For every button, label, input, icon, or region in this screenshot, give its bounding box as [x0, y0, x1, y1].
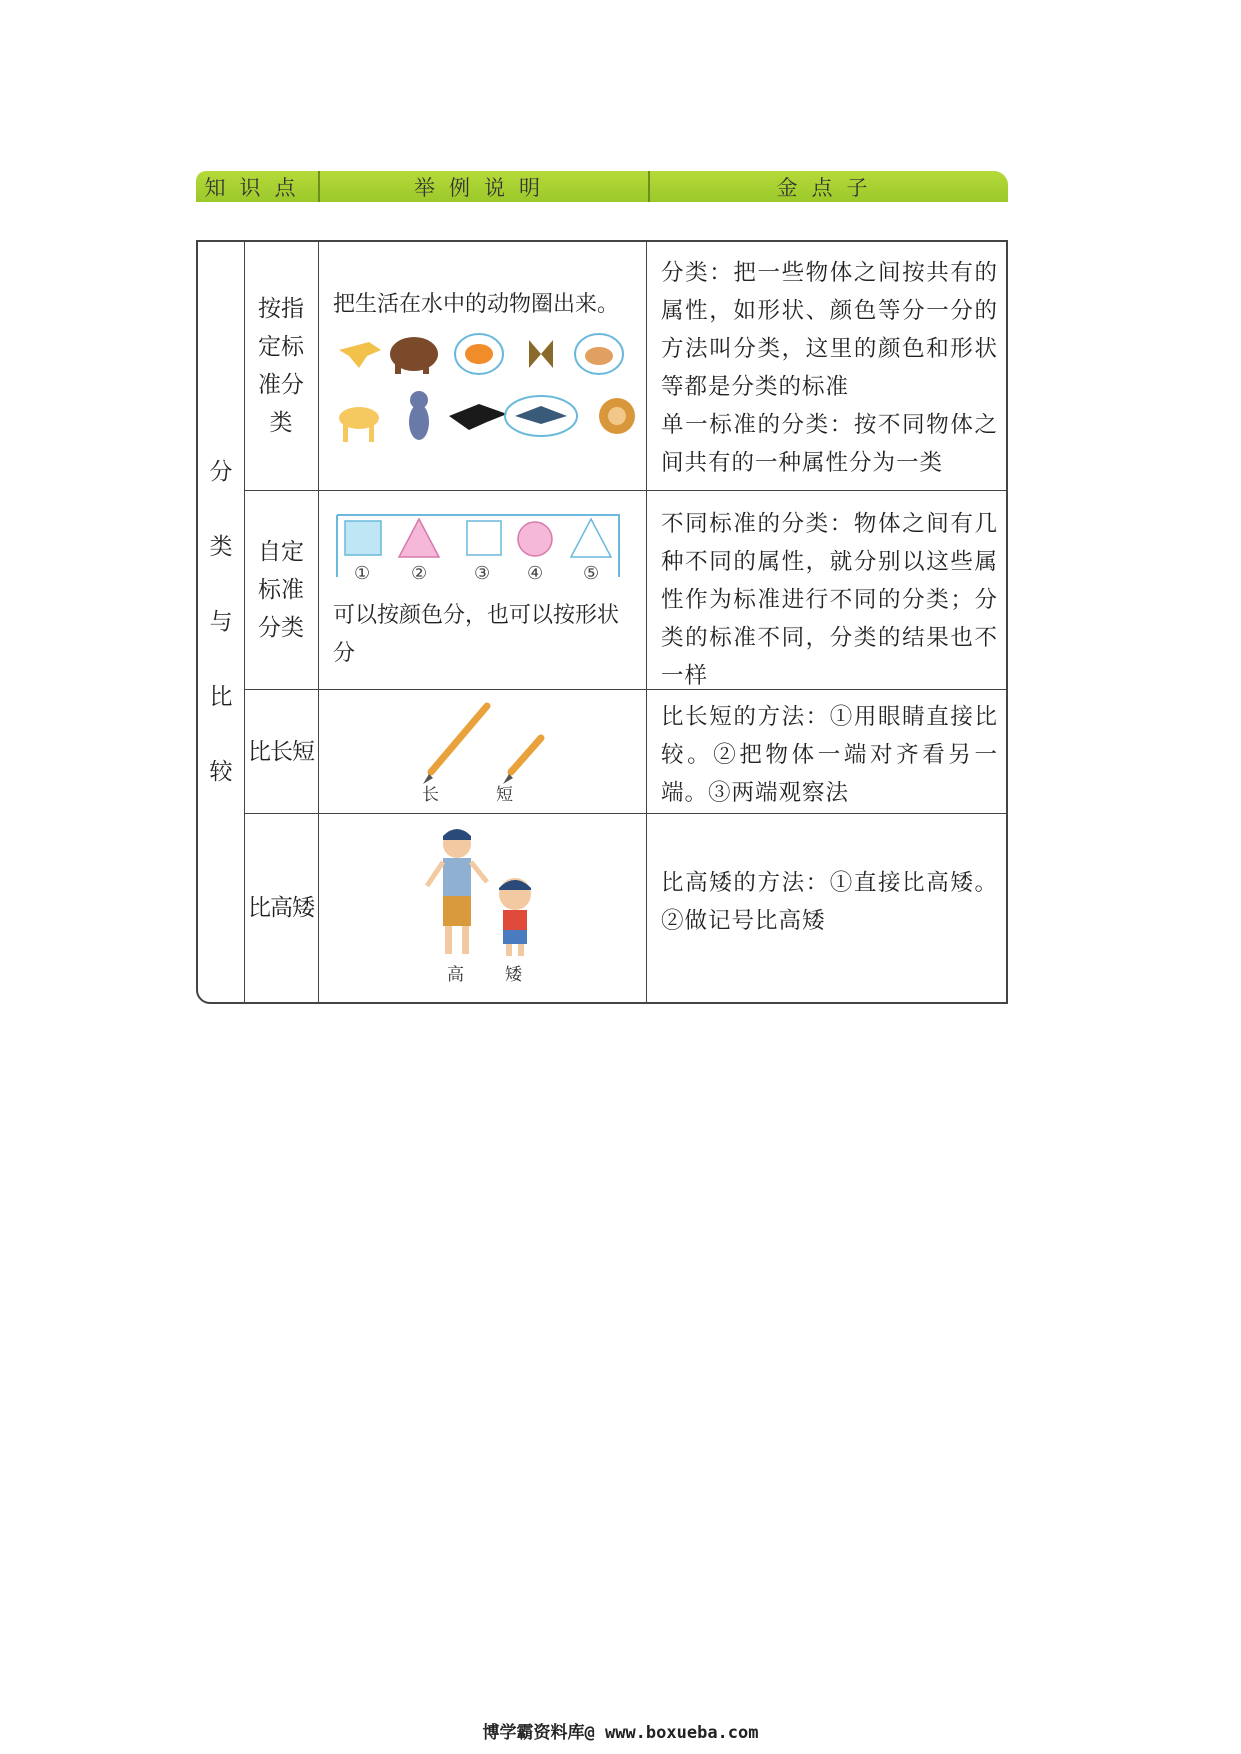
example-cell	[319, 242, 647, 490]
example-text: 可以按颜色分，也可以按形状分	[333, 603, 620, 666]
bird-icon	[339, 342, 381, 368]
tall-label: 高	[447, 965, 464, 985]
table-header	[196, 171, 1008, 202]
shape-number: ①	[354, 563, 371, 584]
long-pencil-icon	[423, 706, 487, 784]
shape-number: ②	[411, 563, 428, 584]
elephant-icon	[390, 337, 438, 374]
short-label: 矮	[505, 965, 522, 985]
category-char: 较	[209, 758, 233, 785]
animals-illustration	[319, 320, 647, 460]
example-cell	[319, 491, 647, 689]
topic-cell: 按指定标准分类	[244, 242, 319, 490]
fish-icon-circled	[455, 334, 503, 374]
shape-number: ④	[527, 563, 544, 584]
triangle-shape-outline	[571, 519, 611, 557]
tip-cell: 不同标准的分类：物体之间有几种不同的属性，就分别以这些属性作为标准进行不同的分类；分类的标准不同，分类的结果也不一样	[661, 511, 998, 689]
category-column	[198, 242, 245, 1002]
category-char: 与	[209, 608, 233, 635]
tall-boy-icon	[427, 829, 487, 954]
category-char: 类	[209, 533, 233, 560]
header-example: 举例说明	[320, 171, 650, 202]
tip-cell: 比长短的方法：①用眼睛直接比较。②把物体一端对齐看另一端。③两端观察法	[661, 704, 998, 806]
example-cell	[319, 814, 647, 1002]
table-row	[244, 242, 1008, 491]
tip-cell: 比高矮的方法：①直接比高矮。②做记号比高矮	[661, 870, 998, 934]
kids-illustration	[319, 822, 647, 982]
eagle-icon	[449, 404, 507, 430]
topic-cell: 自定标准分类	[244, 491, 319, 689]
header-tips: 金点子	[776, 175, 882, 200]
long-label: 长	[422, 785, 439, 805]
knowledge-table	[196, 240, 1008, 1004]
shellfish-icon-circled	[575, 334, 623, 374]
cat-icon	[409, 391, 429, 440]
short-pencil-icon	[503, 738, 541, 784]
shark-icon-circled	[505, 396, 577, 436]
square-shape-blue	[345, 521, 381, 555]
butterfly-icon	[529, 340, 553, 368]
circle-shape-pink	[518, 522, 552, 556]
short-boy-icon	[499, 878, 531, 956]
shape-number: ⑤	[583, 563, 600, 584]
triangle-shape-pink	[399, 519, 439, 557]
square-shape-outline	[467, 521, 501, 555]
shape-number: ③	[474, 563, 491, 584]
table-row	[244, 491, 1008, 690]
example-cell	[319, 690, 647, 813]
category-char: 分	[209, 458, 233, 485]
footer-watermark: 博学霸资料库@ www.boxueba.com	[482, 1723, 759, 1743]
topic-cell: 比长短	[244, 690, 319, 813]
table-row	[244, 814, 1008, 1002]
short-label: 短	[496, 785, 513, 805]
pencils-illustration	[319, 698, 647, 798]
topic-cell: 比高矮	[244, 814, 319, 1002]
header-knowledge: 知识点	[196, 171, 320, 202]
lion-icon	[599, 398, 635, 434]
table-row	[244, 690, 1008, 814]
example-text: 把生活在水中的动物圈出来。	[333, 292, 620, 317]
horse-icon	[339, 407, 379, 442]
tip-cell: 分类：把一些物体之间按共有的属性，如形状、颜色等分一分的方法叫分类，这里的颜色和形状等都是分类的标准 单一标准的分类：按不同物体之间共有的一种属性分为一类	[661, 260, 998, 476]
category-char: 比	[209, 683, 233, 710]
